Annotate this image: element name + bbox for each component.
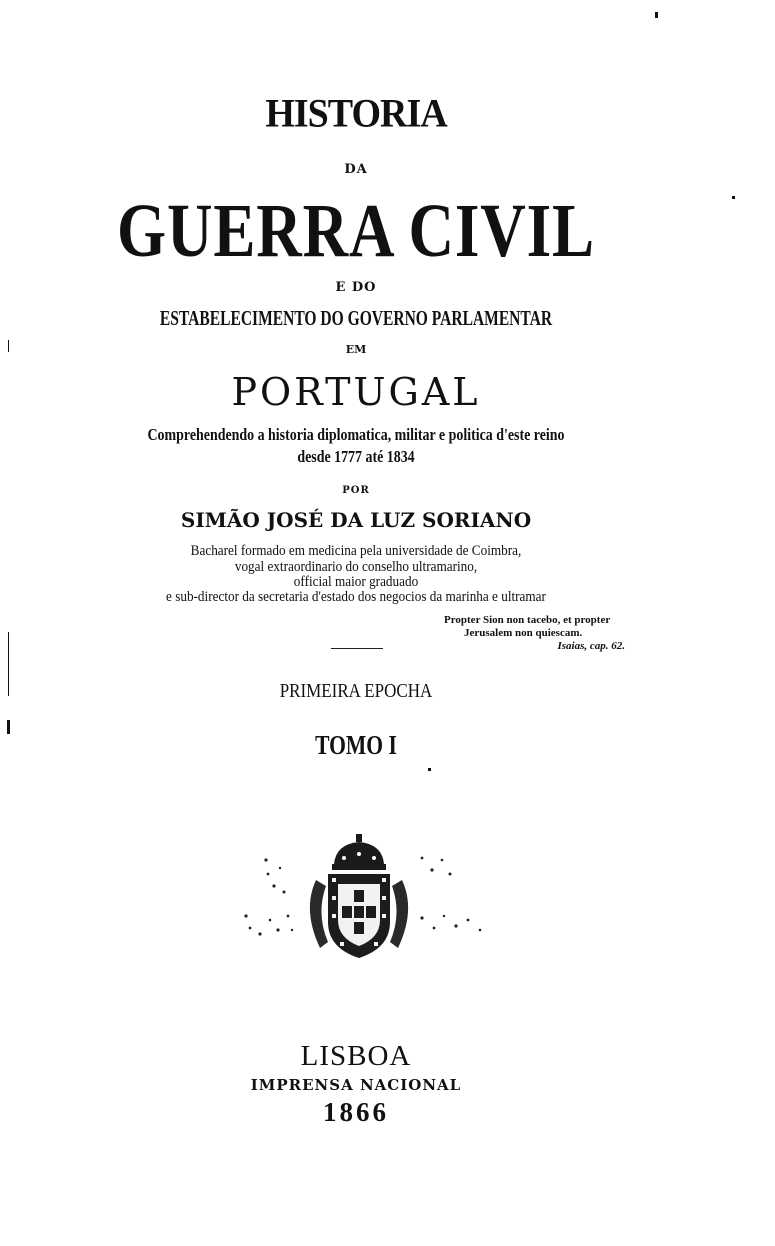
scan-speck [8,340,9,352]
royal-coat-of-arms-icon [236,830,488,965]
scan-speck [8,632,9,696]
epigraph-line-1: Propter Sion non tacebo, et propter [444,614,611,626]
divider-rule [331,648,383,649]
epigraph-source: Isaias, cap. 62. [557,640,625,652]
imprint-publisher: IMPRENSA NACIONAL [250,1076,462,1094]
title-estabelecimento: ESTABELECIMENTO DO GOVERNO PARLAMENTAR [159,306,553,330]
subtitle-line-1: Comprehendendo a historia diplomatica, militar e politica d'este reino [147,425,565,444]
author-credential: vogal extraordinario do conselho ultramarino, [234,559,478,575]
epoch-label: PRIMEIRA EPOCHA [279,680,433,702]
author-credential: e sub-director da secretaria d'estado dos negocios da marinha e ultramar [166,589,546,605]
scan-speck [732,196,735,199]
imprint-city: LISBOA [300,1040,412,1072]
title-historia: HISTORIA [265,91,447,137]
title-portugal: PORTUGAL [231,370,481,414]
epigraph [440,614,625,653]
title-da: DA [344,162,368,177]
imprint-year: 1866 [323,1097,389,1127]
title-e-do: E DO [335,280,377,295]
author-credential: Bacharel formado em medicina pela universidade de Coimbra, [190,543,522,559]
subtitle-line-2: desde 1777 até 1834 [297,447,415,466]
title-guerra-civil: GUERRA CIVIL [117,189,595,273]
title-em: EM [345,343,367,356]
por-label: POR [342,485,370,496]
scan-speck [655,12,658,18]
scan-speck [7,720,10,734]
epigraph-line-2: Jerusalem non quiescam. [464,627,583,639]
author-name: SIMÃO JOSÉ DA LUZ SORIANO [180,508,532,532]
scan-speck [428,768,431,771]
author-credential: official maior graduado [293,574,419,590]
volume-label: TOMO I [315,730,397,760]
